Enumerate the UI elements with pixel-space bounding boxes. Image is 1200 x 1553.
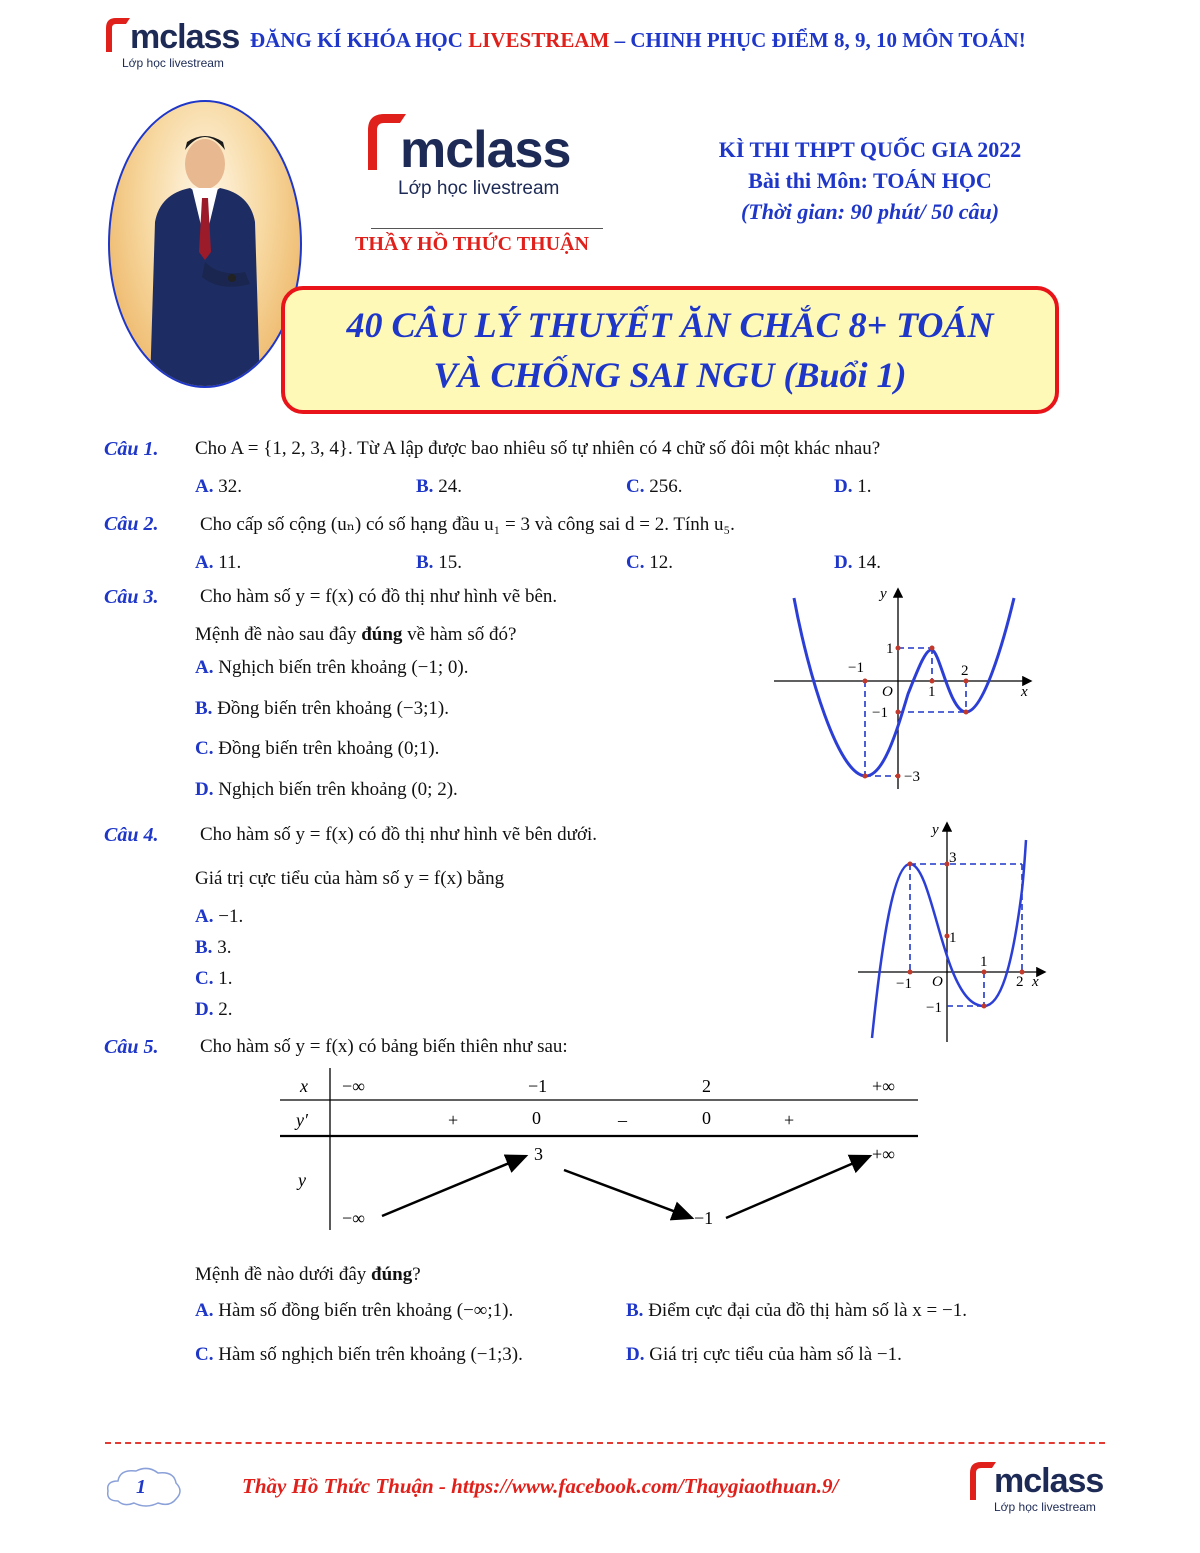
q3-tick-x2: 2 — [961, 663, 969, 679]
q5-sign-0: + — [448, 1110, 459, 1130]
q1-option-a[interactable]: A. 32. — [195, 476, 242, 497]
q5-x-val-3: +∞ — [872, 1076, 895, 1096]
page-number: 1 — [136, 1476, 146, 1498]
q3-origin: O — [882, 684, 893, 700]
q5-text-2: Mệnh đề nào dưới đây đúng? — [195, 1264, 421, 1285]
q4-tick-y1: 1 — [949, 930, 957, 946]
q5-row-yp: y′ — [296, 1110, 308, 1130]
q5-option-c[interactable]: C. Hàm số nghịch biến trên khoảng (−1;3). — [195, 1344, 523, 1365]
q2-option-a[interactable]: A. 11. — [195, 552, 242, 573]
q4-option-b[interactable]: B. 3. — [195, 937, 232, 958]
title-line-2: VÀ CHỐNG SAI NGU (Buổi 1) — [433, 355, 907, 395]
footer-text[interactable]: Thầy Hồ Thức Thuận - https://www.facebook.com/Thaygiaothuan.9/ — [242, 1474, 839, 1498]
q3-y-label: y — [880, 586, 887, 602]
q2-label: Câu 2. — [104, 513, 159, 535]
q3-text: Cho hàm số y = f(x) có đồ thị như hình vẽ bên. — [200, 586, 558, 607]
q5-text: Cho hàm số y = f(x) có bảng biến thiên như sau: — [200, 1036, 568, 1057]
q5-option-b[interactable]: B. Điểm cực đại của đồ thị hàm số là x = −1. — [626, 1300, 967, 1321]
q4-label: Câu 4. — [104, 824, 159, 846]
q3-option-b[interactable]: B. Đồng biến trên khoảng (−3;1). — [195, 698, 449, 719]
q3-tick-ym3: −3 — [904, 769, 920, 785]
q5-y-end: +∞ — [872, 1144, 895, 1164]
exam-line-2: Bài thi Môn: TOÁN HỌC — [748, 168, 992, 193]
exam-line-3: (Thời gian: 90 phút/ 50 câu) — [740, 199, 1000, 224]
q1-text: Cho A = {1, 2, 3, 4}. Từ A lập được bao nhiêu số tự nhiên có 4 chữ số đôi một khác nhau? — [195, 438, 881, 459]
q2-option-b[interactable]: B. 15. — [416, 552, 462, 573]
q3-tick-x1: 1 — [928, 684, 936, 700]
center-divider — [371, 228, 603, 229]
footer-logo — [966, 1458, 1106, 1514]
q2-option-c[interactable]: C. 12. — [626, 552, 673, 573]
center-logo — [360, 108, 610, 208]
q4-text-2: Giá trị cực tiểu của hàm số y = f(x) bằng — [195, 868, 505, 889]
q3-label: Câu 3. — [104, 586, 159, 608]
title-box — [281, 286, 1059, 414]
exam-line-1: KÌ THI THPT QUỐC GIA 2022 — [718, 137, 1022, 162]
q4-tick-y3: 3 — [949, 850, 957, 866]
q5-row-y: y — [298, 1170, 306, 1190]
teacher-name: THẦY HỒ THỨC THUẬN — [355, 233, 589, 255]
q5-y-start: −∞ — [342, 1208, 365, 1228]
q5-label: Câu 5. — [104, 1036, 159, 1058]
header-logo-word: mclass — [130, 18, 240, 56]
center-logo-word: mclass — [400, 121, 571, 179]
q1-label: Câu 1. — [104, 438, 159, 460]
q4-tick-x1: 1 — [980, 954, 988, 970]
q5-option-a[interactable]: A. Hàm số đồng biến trên khoảng (−∞;1). — [195, 1300, 514, 1321]
q5-arrow-up-2 — [726, 1156, 870, 1218]
q5-row-x: x — [300, 1076, 308, 1096]
q4-tick-x2: 2 — [1016, 974, 1024, 990]
q4-graph — [852, 820, 1052, 1045]
q4-origin: O — [932, 974, 943, 990]
exam-info — [640, 134, 1100, 227]
q3-tick-y1: 1 — [886, 641, 894, 657]
q5-variation-table — [280, 1068, 920, 1234]
q4-text: Cho hàm số y = f(x) có đồ thị như hình vẽ bên dưới. — [200, 824, 598, 845]
q3-graph — [768, 584, 1038, 794]
banner-text-1: ĐĂNG KÍ KHÓA HỌC — [250, 28, 469, 52]
q1-option-b[interactable]: B. 24. — [416, 476, 462, 497]
q4-tick-xm1: −1 — [896, 976, 912, 992]
q4-guide-lines — [910, 864, 1022, 1006]
q3-option-c[interactable]: C. Đồng biến trên khoảng (0;1). — [195, 738, 440, 759]
q2-option-d[interactable]: D. 14. — [834, 552, 881, 573]
q4-option-d[interactable]: D. 2. — [195, 999, 233, 1020]
footer-logo-sub: Lớp học livestream — [994, 1500, 1096, 1514]
q1-option-c[interactable]: C. 256. — [626, 476, 683, 497]
q4-option-c[interactable]: C. 1. — [195, 968, 233, 989]
q2-text: Cho cấp số cộng (uₙ) có số hạng đầu u₁ = 3 và công sai d = 2. Tính u₅. — [200, 514, 735, 535]
logo-mark-icon — [102, 14, 132, 54]
q5-arrow-down — [564, 1170, 692, 1218]
q5-sign-2: – — [618, 1110, 627, 1130]
header-logo — [100, 12, 242, 70]
q4-option-a[interactable]: A. −1. — [195, 906, 244, 927]
q3-tick-ym1: −1 — [872, 705, 888, 721]
q5-arrow-up-1 — [382, 1156, 526, 1216]
q3-option-d[interactable]: D. Nghịch biến trên khoảng (0; 2). — [195, 779, 458, 800]
q5-y-min: −1 — [694, 1208, 714, 1228]
header-logo-sub: Lớp học livestream — [122, 56, 224, 70]
footer-divider — [105, 1442, 1105, 1444]
q5-sign-1: 0 — [532, 1108, 541, 1128]
q3-tick-xm1: −1 — [848, 660, 864, 676]
banner-text-red: LIVESTREAM — [468, 28, 610, 52]
q3-text-2: Mệnh đề nào sau đây đúng về hàm số đó? — [195, 624, 517, 645]
q5-sign-3: 0 — [702, 1108, 711, 1128]
q3-curve — [794, 598, 1014, 776]
center-logo-sub: Lớp học livestream — [398, 178, 560, 199]
q4-y-label: y — [932, 822, 939, 838]
title-line-1: 40 CÂU LÝ THUYẾT ĂN CHẮC 8+ TOÁN — [346, 305, 994, 345]
q5-sign-4: + — [784, 1110, 795, 1130]
teacher-photo — [108, 100, 302, 388]
header-banner — [250, 28, 1026, 53]
q3-option-a[interactable]: A. Nghịch biến trên khoảng (−1; 0). — [195, 657, 469, 678]
q5-x-val-0: −∞ — [342, 1076, 365, 1096]
q5-y-max: 3 — [534, 1144, 543, 1164]
q4-x-label: x — [1032, 974, 1039, 990]
footer-logo-word: mclass — [994, 1462, 1104, 1500]
q1-option-d[interactable]: D. 1. — [834, 476, 872, 497]
q5-x-val-2: 2 — [702, 1076, 711, 1096]
q5-x-val-1: −1 — [528, 1076, 548, 1096]
q4-tick-ym1: −1 — [926, 1000, 942, 1016]
q3-x-label: x — [1021, 684, 1028, 700]
banner-text-2: – CHINH PHỤC ĐIỂM 8, 9, 10 MÔN TOÁN! — [609, 28, 1026, 52]
q5-option-d[interactable]: D. Giá trị cực tiểu của hàm số là −1. — [626, 1344, 902, 1365]
